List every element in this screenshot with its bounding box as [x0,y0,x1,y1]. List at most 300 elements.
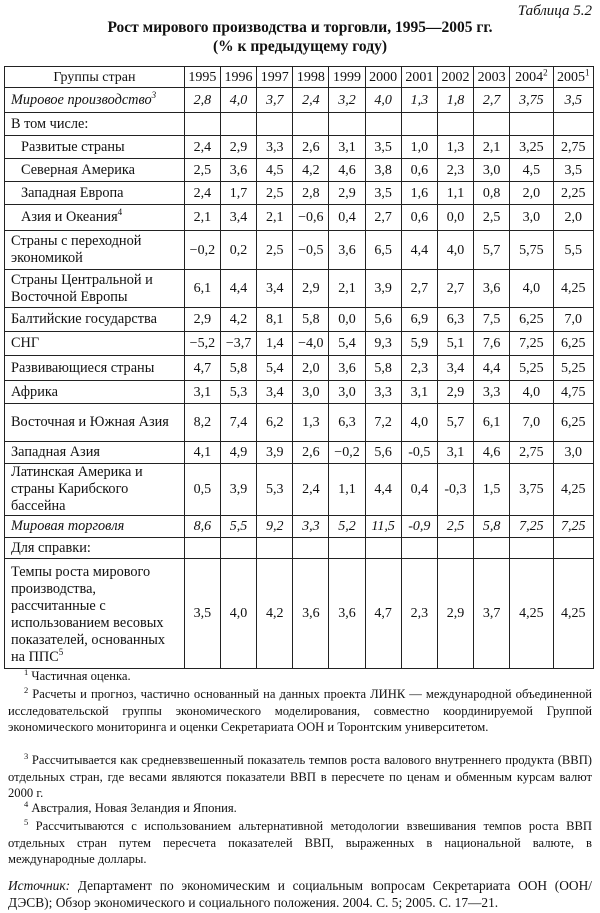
year-header [553,67,593,88]
value-cell: 4,2 [257,559,293,669]
value-cell: 2,3 [401,356,437,381]
value-cell: 3,0 [510,205,553,231]
footnote [8,668,592,685]
value-cell: 5,4 [257,356,293,381]
value-cell: 3,6 [329,559,365,669]
value-cell: 2,9 [293,270,329,308]
table-row [5,559,594,669]
table-row [5,308,594,332]
value-cell: 5,25 [510,356,553,381]
value-cell: 2,9 [220,136,256,159]
value-cell [220,113,256,136]
table-row [5,113,594,136]
value-cell: 2,7 [401,270,437,308]
value-cell: 2,75 [510,442,553,464]
value-cell: 3,3 [365,381,401,404]
footnote-ref: 3 [151,89,157,100]
footnote-text: Рассчитываются с использованием альтернативной методологии взвешивания темпов роста ВВП отдельных стран путем пересчета показателей ВВП, выраженных в национальной валюте, в международные доллары. [8,819,592,867]
footnote-ref: 4 [117,207,123,218]
value-cell: −0,2 [329,442,365,464]
value-cell: 2,7 [365,205,401,231]
row-label-text: Для справки: [11,539,91,556]
value-cell: 2,75 [553,136,593,159]
footnote-number: 5 [24,816,29,827]
growth-table [4,66,594,669]
value-cell: 6,25 [553,404,593,442]
value-cell: 2,0 [510,182,553,205]
value-cell: 5,25 [553,356,593,381]
value-cell: 2,1 [184,205,220,231]
year-label: 2005 [557,69,586,85]
footnote-text: Рассчитывается как средневзвешенный показатель темпов роста валового внутреннего продукта (ВВП) отдельных стран, где весами являются показатели ВВП в пересчете по ценам и обменным курсам валют 2000 г. [8,753,592,801]
value-cell: 0,0 [437,205,473,231]
value-cell: 0,8 [474,182,510,205]
row-label [5,356,185,381]
value-cell: 3,7 [257,88,293,113]
value-cell: 6,25 [553,332,593,356]
value-cell: 5,4 [329,332,365,356]
value-cell: 0,4 [329,205,365,231]
value-cell: 3,0 [553,442,593,464]
value-cell: 3,75 [510,464,553,516]
table-row [5,381,594,404]
value-cell: 4,9 [220,442,256,464]
value-cell: 5,9 [401,332,437,356]
value-cell: 6,3 [329,404,365,442]
year-header [474,67,510,88]
year-label: 1995 [188,69,217,85]
value-cell: 3,4 [257,381,293,404]
value-cell: 3,75 [510,88,553,113]
value-cell: 7,25 [510,516,553,538]
value-cell [184,538,220,559]
value-cell: 9,2 [257,516,293,538]
value-cell: 5,8 [220,356,256,381]
year-header [220,67,256,88]
value-cell: 3,9 [365,270,401,308]
value-cell: 2,5 [257,182,293,205]
value-cell [437,538,473,559]
value-cell: 4,4 [401,231,437,270]
value-cell: 6,1 [474,404,510,442]
row-label [5,308,185,332]
row-label-text: Западная Европа [21,184,124,201]
value-cell: 3,3 [293,516,329,538]
value-cell [365,113,401,136]
value-cell [293,538,329,559]
value-cell: 3,9 [220,464,256,516]
value-cell [510,113,553,136]
table-row [5,136,594,159]
value-cell: 2,5 [257,231,293,270]
footnote-number: 4 [24,798,29,809]
value-cell: 3,5 [184,559,220,669]
row-label [5,404,185,442]
year-label: 1998 [296,69,325,85]
value-cell: 0,5 [184,464,220,516]
table-subtitle: (% к предыдущему году) [213,38,387,55]
footnote-number: 1 [24,666,29,677]
value-cell: 2,25 [553,182,593,205]
value-cell: 3,6 [329,231,365,270]
value-cell: 2,9 [437,559,473,669]
value-cell: 4,0 [510,270,553,308]
value-cell: 3,2 [329,88,365,113]
year-header [293,67,329,88]
row-label-text: Мировое производство [11,91,152,108]
value-cell [474,538,510,559]
value-cell: 5,5 [220,516,256,538]
value-cell: 2,4 [184,136,220,159]
row-label-text: Латинская Америка и страны Карибского бассейна [11,464,143,514]
footnote [8,752,592,802]
value-cell: 8,1 [257,308,293,332]
value-cell: 2,4 [293,464,329,516]
value-cell: 3,8 [365,159,401,182]
value-cell: 4,25 [553,270,593,308]
row-label [5,270,185,308]
value-cell: 6,2 [257,404,293,442]
value-cell: 3,6 [220,159,256,182]
value-cell: 3,5 [365,136,401,159]
value-cell: 4,0 [365,88,401,113]
value-cell: 3,7 [474,559,510,669]
year-label: 1997 [260,69,289,85]
value-cell: −5,2 [184,332,220,356]
value-cell: 3,0 [329,381,365,404]
value-cell: 4,25 [553,464,593,516]
value-cell: 3,9 [257,442,293,464]
row-label [5,559,185,669]
value-cell: 4,7 [365,559,401,669]
value-cell: 5,5 [553,231,593,270]
value-cell [293,113,329,136]
table-row [5,332,594,356]
footnote-ref: 5 [58,647,64,658]
value-cell: 3,0 [293,381,329,404]
value-cell: 2,9 [184,308,220,332]
value-cell: 6,25 [510,308,553,332]
value-cell [437,113,473,136]
row-label-text: В том числе: [11,115,89,132]
row-label [5,516,185,538]
value-cell: 2,1 [474,136,510,159]
value-cell [401,113,437,136]
value-cell: 1,3 [437,136,473,159]
footnote-number: 3 [24,750,29,761]
value-cell: 1,7 [220,182,256,205]
footnote [8,818,592,868]
footnote-ref: 2 [543,66,548,77]
year-header [365,67,401,88]
value-cell: 3,1 [329,136,365,159]
row-label-text: СНГ [11,335,40,351]
value-cell: 1,3 [293,404,329,442]
table-row [5,538,594,559]
value-cell: 4,2 [220,308,256,332]
row-label [5,464,185,516]
row-label-text: Восточная и Южная Азия [11,414,169,430]
value-cell: 7,0 [510,404,553,442]
row-label-text: Развитые страны [21,138,125,155]
value-cell: −3,7 [220,332,256,356]
value-cell [401,538,437,559]
value-cell: 3,1 [401,381,437,404]
source-label: Источник: [8,878,71,893]
value-cell: 2,8 [184,88,220,113]
value-cell: 0,2 [220,231,256,270]
row-label [5,381,185,404]
table-row [5,516,594,538]
value-cell: 5,75 [510,231,553,270]
value-cell: 4,25 [553,559,593,669]
value-cell: 3,5 [365,182,401,205]
year-label: 1999 [333,69,361,85]
value-cell: 7,0 [553,308,593,332]
year-header [257,67,293,88]
table-number: Таблица 5.2 [517,3,592,19]
value-cell: 2,9 [329,182,365,205]
value-cell [365,538,401,559]
value-cell: 7,6 [474,332,510,356]
value-cell: 8,6 [184,516,220,538]
value-cell: 0,4 [401,464,437,516]
value-cell: 3,6 [293,559,329,669]
row-label-text: Страны с переходной экономикой [11,233,142,266]
value-cell: 3,3 [474,381,510,404]
value-cell: 4,25 [510,559,553,669]
value-cell: 4,1 [184,442,220,464]
value-cell: 7,4 [220,404,256,442]
row-label-text: Африка [11,383,58,400]
year-header [510,67,553,88]
year-header [184,67,220,88]
value-cell: 2,5 [474,205,510,231]
table-body [5,67,594,669]
year-label: 2001 [405,69,434,85]
value-cell: 3,0 [474,159,510,182]
footnote-text: Расчеты и прогноз, частично основанный на данных проекта ЛИНК — международной объединенной исследовательской группы экономического моделирования, совместно координируемой Группой экономического мониторинга и оценки Секретариата ООН и Торонтским университетом. [8,687,592,735]
value-cell: 7,5 [474,308,510,332]
value-cell: 4,4 [474,356,510,381]
value-cell [510,538,553,559]
value-cell: 2,1 [257,205,293,231]
value-cell: 7,25 [553,516,593,538]
value-cell: 4,0 [437,231,473,270]
value-cell: -0,9 [401,516,437,538]
value-cell [553,538,593,559]
value-cell [553,113,593,136]
value-cell: 2,0 [293,356,329,381]
value-cell: 6,9 [401,308,437,332]
value-cell: 1,3 [401,88,437,113]
value-cell [257,538,293,559]
table-row [5,182,594,205]
value-cell [184,113,220,136]
footnote [8,686,592,736]
value-cell: 4,7 [184,356,220,381]
footnote-text: Австралия, Новая Зеландия и Япония. [31,801,237,815]
header-row [5,67,594,88]
source-text: Департамент по экономическим и социальным вопросам Секретариата ООН (ООН/ДЭСВ); Обзор экономического и социального положения. 2004. С. 5; 2005. С. 17—21. [8,878,592,910]
row-label [5,332,185,356]
value-cell: 5,6 [365,442,401,464]
value-cell: 4,0 [220,559,256,669]
row-label [5,113,185,136]
value-cell: 4,5 [257,159,293,182]
value-cell: 4,0 [220,88,256,113]
row-label [5,159,185,182]
value-cell: 2,5 [437,516,473,538]
row-label-text: Развивающиеся страны [11,359,155,376]
value-cell: 2,4 [293,88,329,113]
footnote [8,800,592,817]
value-cell: 3,3 [257,136,293,159]
table-row [5,159,594,182]
value-cell: 5,3 [220,381,256,404]
row-label [5,205,185,231]
value-cell: 2,8 [293,182,329,205]
value-cell [257,113,293,136]
row-label [5,136,185,159]
value-cell: 2,6 [293,136,329,159]
row-label-text: Мировая торговля [11,518,125,534]
row-label [5,231,185,270]
value-cell: 3,5 [553,88,593,113]
year-header [329,67,365,88]
value-cell: 1,1 [437,182,473,205]
value-cell: −4,0 [293,332,329,356]
value-cell: 5,6 [365,308,401,332]
value-cell: 3,1 [437,442,473,464]
table-row [5,270,594,308]
value-cell [474,113,510,136]
value-cell: 8,2 [184,404,220,442]
value-cell: 3,6 [474,270,510,308]
value-cell: 2,3 [437,159,473,182]
value-cell: 4,6 [474,442,510,464]
value-cell: 1,1 [329,464,365,516]
group-column-header: Группы стран [5,67,185,88]
value-cell: 9,3 [365,332,401,356]
value-cell: 1,8 [437,88,473,113]
row-label-text: Темпы роста мирового производства, рассчитанные с использованием весовых показателей, основанных на ППС [11,564,165,665]
value-cell: −0,5 [293,231,329,270]
value-cell: 6,1 [184,270,220,308]
row-label-text: Западная Азия [11,444,100,460]
value-cell: 7,25 [510,332,553,356]
value-cell: 3,6 [329,356,365,381]
value-cell: −0,2 [184,231,220,270]
value-cell: 1,5 [474,464,510,516]
row-label [5,182,185,205]
year-header [401,67,437,88]
table-row [5,464,594,516]
value-cell: 1,4 [257,332,293,356]
footnote-text: Частичная оценка. [31,669,131,683]
value-cell: 5,8 [293,308,329,332]
value-cell: -0,5 [401,442,437,464]
value-cell: 4,2 [293,159,329,182]
value-cell: 2,7 [474,88,510,113]
table-row [5,88,594,113]
value-cell: 0,0 [329,308,365,332]
value-cell: 2,4 [184,182,220,205]
value-cell: 3,5 [553,159,593,182]
value-cell: 5,1 [437,332,473,356]
table-row [5,356,594,381]
value-cell: 6,5 [365,231,401,270]
value-cell: 2,5 [184,159,220,182]
row-label-text: Азия и Океания [21,209,118,225]
value-cell: 4,0 [401,404,437,442]
value-cell: -0,3 [437,464,473,516]
value-cell: 4,6 [329,159,365,182]
table-row [5,205,594,231]
year-label: 2004 [515,69,544,85]
value-cell: 3,4 [437,356,473,381]
value-cell: 3,4 [220,205,256,231]
value-cell: 3,1 [184,381,220,404]
value-cell: 2,9 [437,381,473,404]
value-cell: 5,3 [257,464,293,516]
year-label: 1996 [224,69,253,85]
value-cell: 4,5 [510,159,553,182]
value-cell: 5,7 [474,231,510,270]
footnote-number: 2 [24,684,29,695]
year-label: 2003 [477,69,506,85]
row-label [5,88,185,113]
value-cell: 4,75 [553,381,593,404]
value-cell [220,538,256,559]
value-cell: 5,2 [329,516,365,538]
year-header [437,67,473,88]
value-cell: 5,8 [474,516,510,538]
value-cell: 2,7 [437,270,473,308]
value-cell: −0,6 [293,205,329,231]
value-cell: 1,0 [401,136,437,159]
footnote-ref: 1 [585,66,590,77]
year-label: 2002 [441,69,470,85]
year-label: 2000 [369,69,398,85]
row-label-text: Северная Америка [21,161,135,178]
row-label [5,538,185,559]
value-cell: 6,3 [437,308,473,332]
value-cell: 4,4 [365,464,401,516]
value-cell: 7,2 [365,404,401,442]
value-cell: 3,4 [257,270,293,308]
value-cell: 2,0 [553,205,593,231]
row-label-text: Страны Центральной и Восточной Европы [11,271,153,305]
value-cell: 1,6 [401,182,437,205]
value-cell: 5,7 [437,404,473,442]
value-cell: 0,6 [401,159,437,182]
value-cell: 4,4 [220,270,256,308]
table-title: Рост мирового производства и торговли, 1995—2005 гг. [107,19,493,36]
value-cell: 0,6 [401,205,437,231]
table-row [5,404,594,442]
table-row [5,442,594,464]
value-cell: 11,5 [365,516,401,538]
value-cell: 4,0 [510,381,553,404]
row-label [5,442,185,464]
value-cell: 2,1 [329,270,365,308]
source-note [8,878,592,911]
value-cell: 2,3 [401,559,437,669]
value-cell: 5,8 [365,356,401,381]
value-cell [329,113,365,136]
table-row [5,231,594,270]
